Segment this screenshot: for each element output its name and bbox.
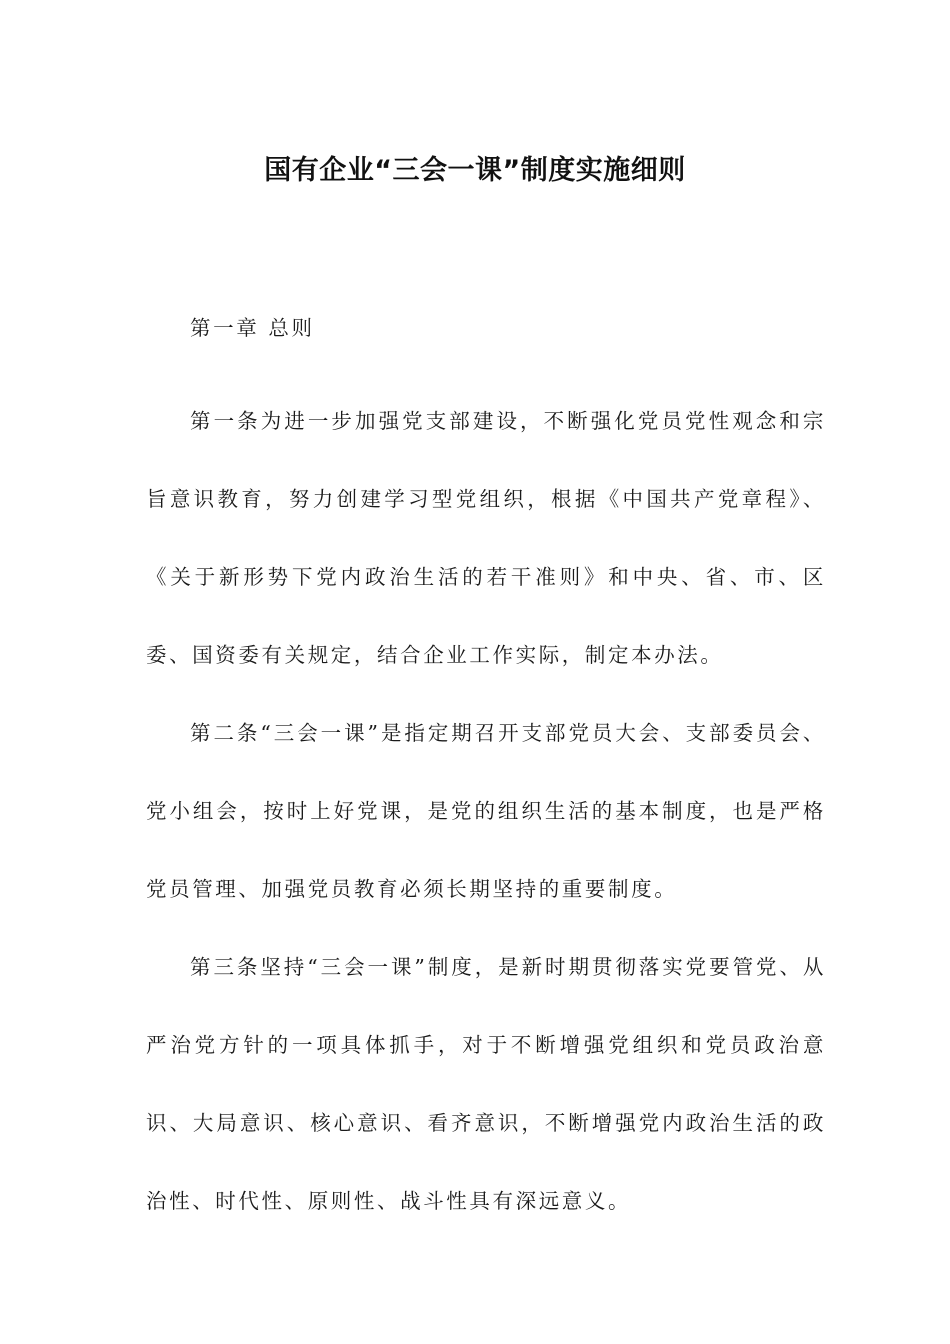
article-3: 第三条坚持“三会一课”制度，是新时期贯彻落实党要管党、从严治党方针的一项具体抓手，对于不断增强党组织和党员政治意识、大局意识、核心意识、看齐意识，不断增强党内政治生活的政治性、时代性、原则性、战斗性具有深远意义。 [146,955,826,1213]
document-title: 国有企业“三会一课”制度实施细则 [264,155,686,187]
document-body [146,312,826,1240]
article-1: 第一条为进一步加强党支部建设，不断强化党员党性观念和宗旨意识教育，努力创建学习型党组织，根据《中国共产党章程》、《关于新形势下党内政治生活的若干准则》和中央、省、市、区委、国资委有关规定，结合企业工作实际，制定本办法。 [146,409,826,667]
article-2: 第二条“三会一课”是指定期召开支部党员大会、支部委员会、党小组会，按时上好党课，是党的组织生活的基本制度，也是严格党员管理、加强党员教育必须长期坚持的重要制度。 [146,721,826,901]
chapter-heading: 第一章 总则 [190,316,315,340]
